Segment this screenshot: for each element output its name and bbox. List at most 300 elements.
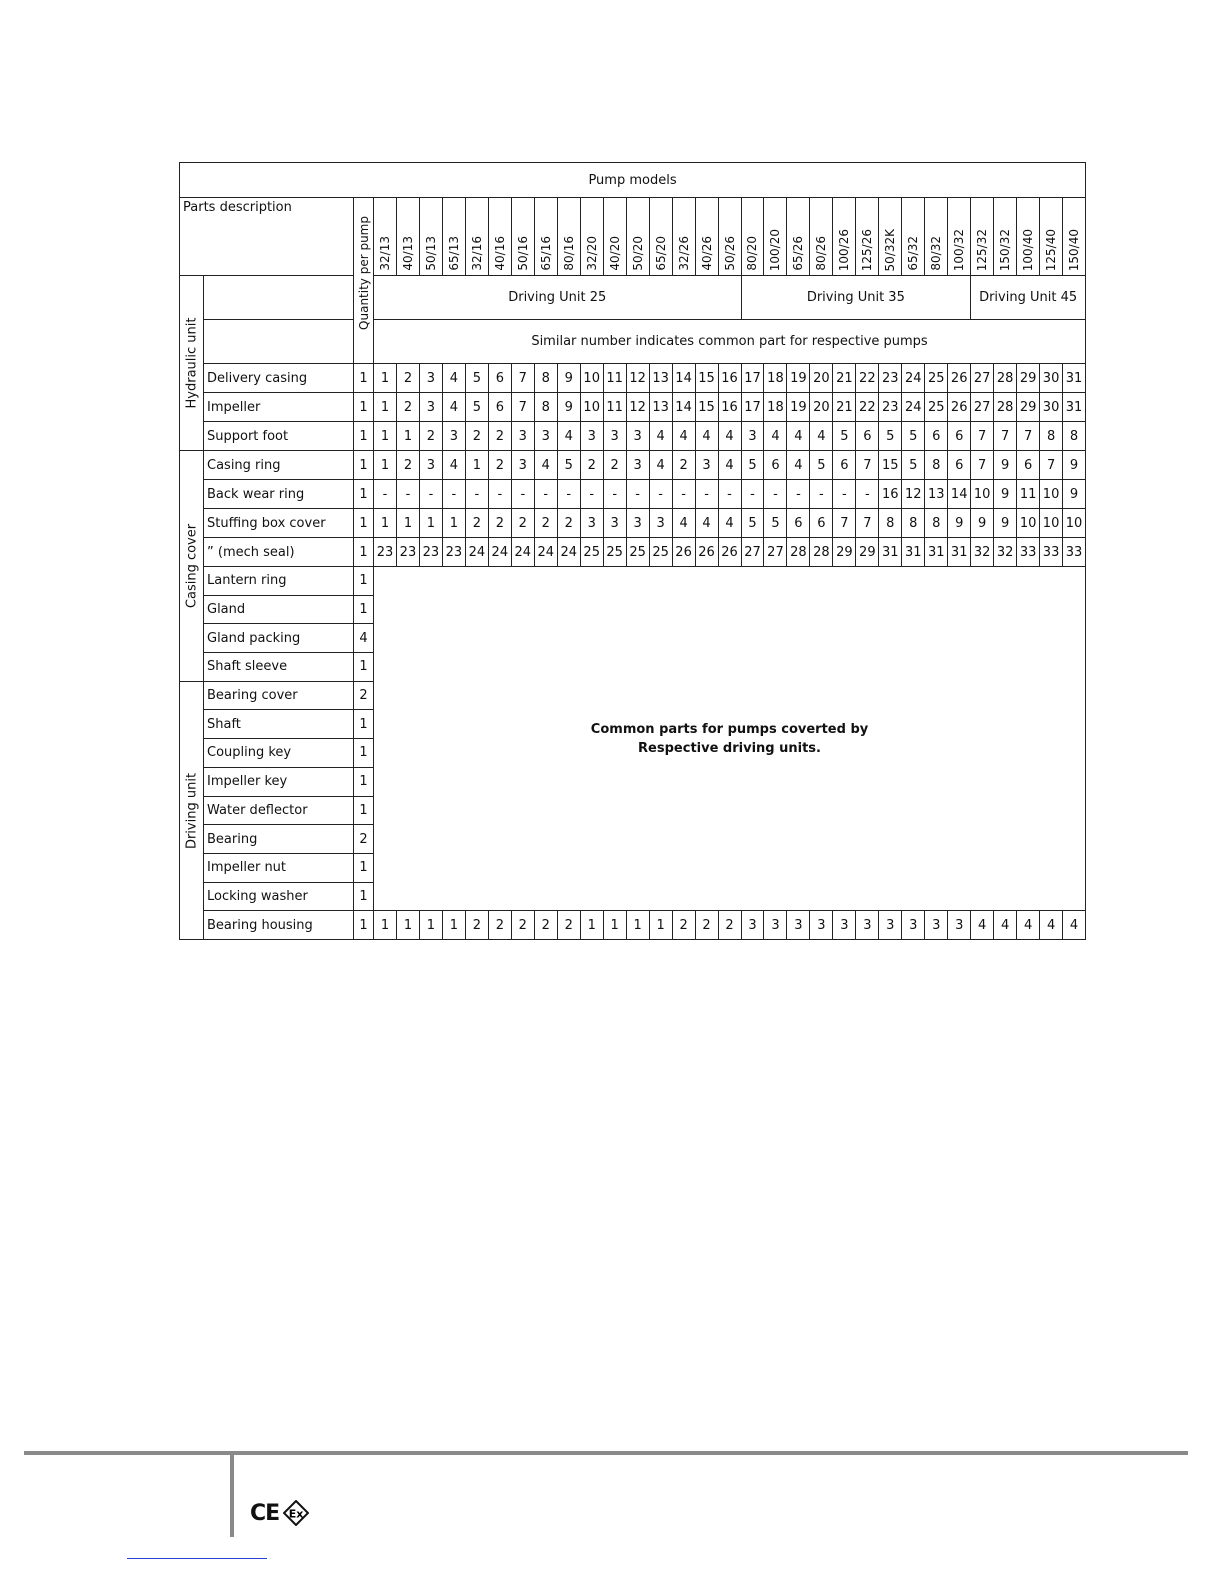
part-number-cell: 31 [948, 538, 971, 567]
part-number-cell: 28 [994, 393, 1017, 422]
part-number-cell: 9 [971, 509, 994, 538]
part-number-cell: 10 [1040, 480, 1063, 509]
model-label: 125/32 [975, 228, 990, 271]
part-number-cell: 3 [626, 509, 649, 538]
part-number-cell: - [465, 480, 488, 509]
part-number-cell: 7 [971, 422, 994, 451]
part-number-cell: - [764, 480, 787, 509]
table-row [180, 163, 1086, 198]
model-label: 65/32 [906, 236, 921, 271]
part-quantity: 1 [354, 911, 374, 940]
part-number-cell: 8 [1063, 422, 1086, 451]
part-number-cell: 3 [787, 911, 810, 940]
part-name: Bearing [204, 825, 354, 854]
part-number-cell: - [419, 480, 442, 509]
table-row [180, 198, 1086, 276]
part-number-cell: 7 [971, 451, 994, 480]
part-number-cell: 3 [764, 911, 787, 940]
part-number-cell: 4 [442, 364, 465, 393]
part-name: Impeller key [204, 767, 354, 796]
part-number-cell: 24 [534, 538, 557, 567]
part-number-cell: 24 [465, 538, 488, 567]
part-number-cell: 22 [856, 364, 879, 393]
part-number-cell: - [695, 480, 718, 509]
part-number-cell: 31 [902, 538, 925, 567]
model-label: 100/40 [1021, 228, 1036, 271]
model-label: 40/26 [699, 236, 714, 271]
part-number-cell: 2 [557, 911, 580, 940]
group-label: Driving unit [184, 772, 199, 849]
part-number-cell: 6 [833, 451, 856, 480]
part-number-cell: 2 [396, 451, 419, 480]
parts-table [179, 162, 1086, 940]
part-number-cell: - [833, 480, 856, 509]
part-number-cell: 9 [557, 393, 580, 422]
model-label: 32/20 [584, 236, 599, 271]
model-label: 150/32 [998, 228, 1013, 271]
model-header [787, 198, 810, 276]
model-header [419, 198, 442, 276]
part-number-cell: 2 [580, 451, 603, 480]
part-number-cell: 3 [580, 509, 603, 538]
part-number-cell: 4 [718, 422, 741, 451]
part-quantity: 1 [354, 796, 374, 825]
ce-mark-icon: CE [250, 1500, 280, 1526]
part-number-cell: 3 [626, 451, 649, 480]
part-number-cell: 5 [902, 422, 925, 451]
part-number-cell: 28 [994, 364, 1017, 393]
part-number-cell: 12 [626, 364, 649, 393]
part-number-cell: 4 [695, 509, 718, 538]
model-header [488, 198, 511, 276]
table-row [180, 567, 1086, 596]
part-name: Shaft sleeve [204, 653, 354, 682]
model-label: 40/20 [607, 236, 622, 271]
part-number-cell: 4 [442, 393, 465, 422]
part-number-cell: 3 [741, 422, 764, 451]
model-header [396, 198, 419, 276]
part-number-cell: 31 [1063, 364, 1086, 393]
model-header [879, 198, 902, 276]
part-name: Coupling key [204, 739, 354, 768]
part-number-cell: 23 [419, 538, 442, 567]
model-label: 50/13 [423, 236, 438, 271]
part-number-cell: 2 [396, 364, 419, 393]
part-number-cell: 12 [902, 480, 925, 509]
part-number-cell: 6 [948, 451, 971, 480]
part-number-cell: - [810, 480, 833, 509]
model-header [672, 198, 695, 276]
part-number-cell: 8 [925, 509, 948, 538]
part-number-cell: 3 [833, 911, 856, 940]
part-name: Gland packing [204, 624, 354, 653]
part-number-cell: - [787, 480, 810, 509]
part-number-cell: 3 [534, 422, 557, 451]
part-number-cell: 4 [534, 451, 557, 480]
part-number-cell: 2 [488, 422, 511, 451]
part-number-cell: 5 [557, 451, 580, 480]
part-number-cell: 14 [948, 480, 971, 509]
model-header [994, 198, 1017, 276]
part-number-cell: 7 [856, 509, 879, 538]
part-number-cell: 27 [971, 393, 994, 422]
part-number-cell: 3 [419, 364, 442, 393]
part-number-cell: 8 [534, 364, 557, 393]
part-number-cell: 16 [879, 480, 902, 509]
part-number-cell: 7 [994, 422, 1017, 451]
part-number-cell: 2 [511, 911, 534, 940]
part-number-cell: 2 [419, 422, 442, 451]
part-number-cell: 3 [741, 911, 764, 940]
table-row [180, 422, 1086, 451]
table-row [180, 393, 1086, 422]
part-number-cell: 8 [902, 509, 925, 538]
part-number-cell: - [396, 480, 419, 509]
part-number-cell: 7 [511, 393, 534, 422]
model-label: 65/13 [446, 236, 461, 271]
part-number-cell: 21 [833, 393, 856, 422]
part-number-cell: 30 [1040, 364, 1063, 393]
part-number-cell: 28 [787, 538, 810, 567]
part-number-cell: 4 [672, 509, 695, 538]
part-number-cell: - [511, 480, 534, 509]
part-number-cell: 2 [488, 509, 511, 538]
part-number-cell: 5 [465, 364, 488, 393]
part-number-cell: 11 [603, 364, 626, 393]
part-number-cell: 1 [396, 422, 419, 451]
model-header [1063, 198, 1086, 276]
model-label: 40/13 [400, 236, 415, 271]
model-label: 100/20 [768, 228, 783, 271]
part-number-cell: 30 [1040, 393, 1063, 422]
part-number-cell: 6 [856, 422, 879, 451]
part-number-cell: 7 [856, 451, 879, 480]
table-row [180, 451, 1086, 480]
model-header [603, 198, 626, 276]
part-number-cell: 2 [718, 911, 741, 940]
part-number-cell: 31 [1063, 393, 1086, 422]
model-header [856, 198, 879, 276]
table-row [180, 538, 1086, 567]
part-number-cell: 2 [465, 911, 488, 940]
part-name: Locking washer [204, 882, 354, 911]
part-number-cell: 3 [649, 509, 672, 538]
certification-marks [250, 1500, 309, 1526]
model-label: 40/16 [492, 236, 507, 271]
part-number-cell: 26 [948, 393, 971, 422]
part-number-cell: 23 [879, 393, 902, 422]
part-number-cell: 25 [580, 538, 603, 567]
part-number-cell: - [442, 480, 465, 509]
part-number-cell: 1 [649, 911, 672, 940]
part-number-cell: 23 [879, 364, 902, 393]
part-number-cell: 5 [764, 509, 787, 538]
part-number-cell: 9 [1063, 480, 1086, 509]
part-number-cell: 4 [718, 509, 741, 538]
part-number-cell: 3 [695, 451, 718, 480]
model-header [374, 198, 397, 276]
part-number-cell: 8 [879, 509, 902, 538]
model-label: 50/26 [722, 236, 737, 271]
part-number-cell: 13 [925, 480, 948, 509]
part-number-cell: 1 [374, 422, 397, 451]
part-number-cell: 7 [833, 509, 856, 538]
quantity-header [354, 198, 374, 364]
part-number-cell: - [374, 480, 397, 509]
part-number-cell: 3 [580, 422, 603, 451]
model-header [1017, 198, 1040, 276]
part-number-cell: 6 [810, 509, 833, 538]
part-number-cell: 15 [695, 364, 718, 393]
part-number-cell: 29 [856, 538, 879, 567]
model-label: 50/32K [883, 228, 898, 271]
part-number-cell: 4 [672, 422, 695, 451]
part-number-cell: 24 [902, 393, 925, 422]
model-label: 32/16 [469, 236, 484, 271]
part-number-cell: 3 [603, 422, 626, 451]
part-number-cell: 33 [1040, 538, 1063, 567]
part-number-cell: 23 [442, 538, 465, 567]
part-quantity: 2 [354, 681, 374, 710]
model-header [718, 198, 741, 276]
part-number-cell: 1 [603, 911, 626, 940]
model-header [534, 198, 557, 276]
part-number-cell: 10 [1040, 509, 1063, 538]
part-number-cell: 17 [741, 364, 764, 393]
table-title: Pump models [180, 163, 1086, 198]
model-header [580, 198, 603, 276]
part-number-cell: 2 [603, 451, 626, 480]
part-number-cell: 5 [741, 509, 764, 538]
part-number-cell: 2 [465, 509, 488, 538]
part-number-cell: 4 [810, 422, 833, 451]
part-number-cell: 8 [1040, 422, 1063, 451]
part-name: Impeller [204, 393, 354, 422]
part-number-cell: 18 [764, 393, 787, 422]
group-label: Hydraulic unit [184, 317, 199, 409]
part-quantity: 1 [354, 739, 374, 768]
part-quantity: 1 [354, 480, 374, 509]
part-number-cell: 2 [488, 451, 511, 480]
model-header [810, 198, 833, 276]
part-number-cell: 6 [925, 422, 948, 451]
part-quantity: 1 [354, 767, 374, 796]
common-note-line2: Respective driving units. [638, 740, 821, 756]
model-header [764, 198, 787, 276]
part-number-cell: 21 [833, 364, 856, 393]
part-number-cell: - [672, 480, 695, 509]
model-label: 100/26 [837, 228, 852, 271]
part-number-cell: 24 [511, 538, 534, 567]
part-quantity: 1 [354, 595, 374, 624]
part-number-cell: 3 [442, 422, 465, 451]
part-number-cell: - [626, 480, 649, 509]
part-name: Shaft [204, 710, 354, 739]
part-number-cell: 9 [994, 509, 1017, 538]
part-number-cell: 3 [511, 422, 534, 451]
part-number-cell: 27 [741, 538, 764, 567]
part-number-cell: 19 [787, 364, 810, 393]
common-note-line1: Common parts for pumps coverted by [590, 721, 869, 737]
model-label: 50/20 [630, 236, 645, 271]
part-number-cell: 3 [419, 393, 442, 422]
model-header [1040, 198, 1063, 276]
part-number-cell: 33 [1063, 538, 1086, 567]
model-header [442, 198, 465, 276]
model-label: 150/40 [1067, 228, 1082, 271]
part-number-cell: 29 [1017, 393, 1040, 422]
part-number-cell: - [580, 480, 603, 509]
part-number-cell: 25 [649, 538, 672, 567]
part-number-cell: 4 [1063, 911, 1086, 940]
model-header [741, 198, 764, 276]
part-quantity: 1 [354, 364, 374, 393]
table-row [180, 509, 1086, 538]
model-header [695, 198, 718, 276]
model-header [902, 198, 925, 276]
part-number-cell: 7 [1017, 422, 1040, 451]
model-label: 125/26 [860, 228, 875, 271]
part-number-cell: 4 [994, 911, 1017, 940]
part-number-cell: 1 [419, 509, 442, 538]
part-number-cell: 4 [1040, 911, 1063, 940]
part-quantity: 1 [354, 451, 374, 480]
part-number-cell: 2 [672, 451, 695, 480]
part-number-cell: 1 [442, 509, 465, 538]
part-number-cell: 1 [465, 451, 488, 480]
model-header [465, 198, 488, 276]
similar-note: Similar number indicates common part for respective pumps [374, 320, 1086, 364]
part-number-cell: 3 [856, 911, 879, 940]
table-row [180, 276, 1086, 320]
part-name: Casing ring [204, 451, 354, 480]
part-number-cell: 15 [879, 451, 902, 480]
part-number-cell: 2 [465, 422, 488, 451]
ex-mark-text: Ex [288, 1507, 304, 1521]
part-name: Gland [204, 595, 354, 624]
model-label: 100/32 [952, 228, 967, 271]
part-number-cell: 5 [902, 451, 925, 480]
part-quantity: 1 [354, 882, 374, 911]
part-number-cell: 26 [672, 538, 695, 567]
part-number-cell: 4 [649, 451, 672, 480]
driving-unit-header: Driving Unit 25 [374, 276, 742, 320]
part-number-cell: 13 [649, 364, 672, 393]
part-number-cell: 7 [511, 364, 534, 393]
part-number-cell: 11 [1017, 480, 1040, 509]
part-number-cell: 3 [626, 422, 649, 451]
model-header [948, 198, 971, 276]
part-name: Stuffing box cover [204, 509, 354, 538]
part-number-cell: 20 [810, 393, 833, 422]
part-number-cell: 4 [718, 451, 741, 480]
part-number-cell: 2 [557, 509, 580, 538]
part-number-cell: - [741, 480, 764, 509]
part-number-cell: 4 [442, 451, 465, 480]
part-number-cell: 2 [695, 911, 718, 940]
parts-description-label: Parts description [183, 200, 292, 215]
part-name: Delivery casing [204, 364, 354, 393]
part-name: ” (mech seal) [204, 538, 354, 567]
part-number-cell: - [488, 480, 511, 509]
table-row [180, 480, 1086, 509]
table-row [180, 320, 1086, 364]
model-header [649, 198, 672, 276]
part-number-cell: 2 [396, 393, 419, 422]
part-number-cell: 1 [374, 393, 397, 422]
part-number-cell: 31 [879, 538, 902, 567]
part-number-cell: 5 [833, 422, 856, 451]
part-number-cell: 8 [925, 451, 948, 480]
part-number-cell: 11 [603, 393, 626, 422]
part-quantity: 1 [354, 653, 374, 682]
table-row [180, 364, 1086, 393]
part-quantity: 1 [354, 710, 374, 739]
part-number-cell: 6 [787, 509, 810, 538]
part-number-cell: 4 [971, 911, 994, 940]
driving-unit-header: Driving Unit 45 [971, 276, 1086, 320]
part-number-cell: 16 [718, 393, 741, 422]
group-casing-cover [180, 451, 204, 682]
part-number-cell: 3 [879, 911, 902, 940]
table-row [180, 911, 1086, 940]
model-label: 32/26 [676, 236, 691, 271]
part-number-cell: - [603, 480, 626, 509]
part-number-cell: 14 [672, 393, 695, 422]
part-number-cell: 1 [626, 911, 649, 940]
model-label: 50/16 [515, 236, 530, 271]
model-header [925, 198, 948, 276]
part-number-cell: 7 [1040, 451, 1063, 480]
part-number-cell: 10 [580, 364, 603, 393]
footer-vertical-divider [230, 1455, 234, 1537]
part-name: Back wear ring [204, 480, 354, 509]
part-number-cell: 2 [511, 509, 534, 538]
part-number-cell: 24 [902, 364, 925, 393]
model-label: 65/20 [653, 236, 668, 271]
part-number-cell: 2 [534, 509, 557, 538]
part-number-cell: 3 [948, 911, 971, 940]
part-number-cell: 16 [718, 364, 741, 393]
part-number-cell: 8 [534, 393, 557, 422]
part-number-cell: 2 [534, 911, 557, 940]
part-quantity: 4 [354, 624, 374, 653]
part-number-cell: 24 [557, 538, 580, 567]
part-number-cell: 17 [741, 393, 764, 422]
part-number-cell: 26 [948, 364, 971, 393]
part-number-cell: 4 [557, 422, 580, 451]
part-number-cell: 10 [1063, 509, 1086, 538]
part-number-cell: 4 [764, 422, 787, 451]
model-header [971, 198, 994, 276]
part-number-cell: 9 [994, 451, 1017, 480]
part-number-cell: 14 [672, 364, 695, 393]
part-number-cell: 4 [649, 422, 672, 451]
part-name: Lantern ring [204, 567, 354, 596]
part-number-cell: 10 [971, 480, 994, 509]
part-number-cell: 10 [580, 393, 603, 422]
part-quantity: 1 [354, 422, 374, 451]
part-number-cell: 29 [833, 538, 856, 567]
part-number-cell: 4 [787, 422, 810, 451]
part-number-cell: 26 [718, 538, 741, 567]
part-number-cell: 1 [580, 911, 603, 940]
model-label: 65/26 [791, 236, 806, 271]
part-number-cell: - [718, 480, 741, 509]
model-header [833, 198, 856, 276]
part-number-cell: 3 [925, 911, 948, 940]
part-number-cell: 25 [603, 538, 626, 567]
